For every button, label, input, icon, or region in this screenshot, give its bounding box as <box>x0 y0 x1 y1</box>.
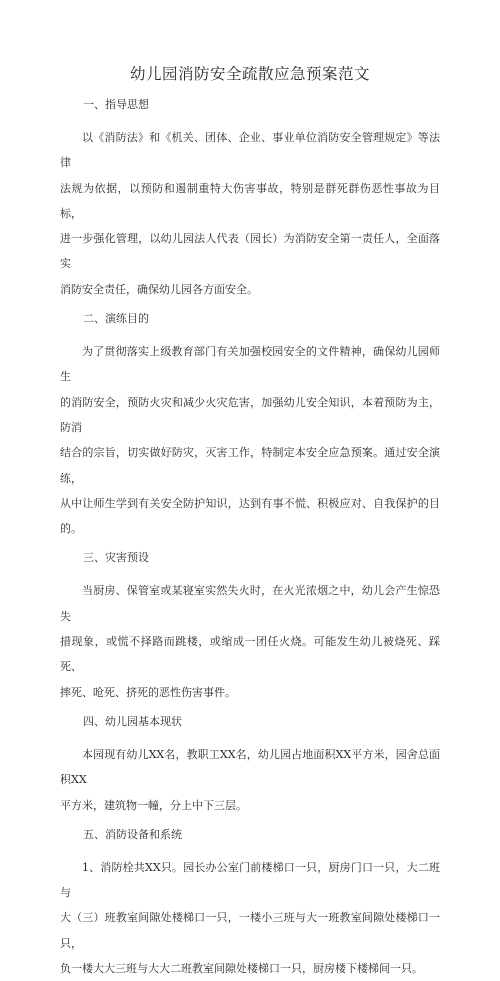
section-heading-disaster-scenario: 三、灾害预设 <box>83 551 149 565</box>
section-paragraph-kindergarten-status: 本园现有幼儿XX名，教职工XX名，幼儿园占地面积XX平方米，园舍总面积XX 平方米，建筑物一幢，分上中下三层。 <box>60 747 440 812</box>
section-paragraph-fire-equipment: 1、消防栓共XX只。园长办公室门前楼梯口一只，厨房门口一只，大二班与 大（三）班教室间隙处楼梯口一只，一楼小三班与大一班教室间隙处楼梯口一只， 负一楼大大三班与大大二班教室间隙处楼梯口一只，厨房楼下楼梯间一只。 <box>60 860 440 976</box>
section-heading-fire-equipment: 五、消防设备和系统 <box>83 827 182 841</box>
section-paragraph-disaster-scenario: 当厨房、保管室或某寝室实然失火时，在火光浓烟之中，幼儿会产生惊恐失 措现象，或慌不择路而跳楼，或缩成一团任火烧。可能发生幼儿被烧死、踩死、 摔死、呛死、挤死的恶性伤害事件。 <box>60 584 440 699</box>
section-heading-kindergarten-status: 四、幼儿园基本现状 <box>83 714 182 728</box>
section-heading-guiding-ideology: 一、指导思想 <box>83 98 149 111</box>
section-paragraph-guiding-ideology: 以《消防法》和《机关、团体、企业、事业单位消防安全管理规定》等法律 法规为依据，以预防和遏制重特大伤害事故，特别是群死群伤恶性事故为目标， 进一步强化管理，以幼儿园法人代表（园长）为消防安全第一责任人，全面落实 消防安全责任，确保幼儿园各方面安全。 <box>60 131 440 296</box>
section-paragraph-drill-purpose: 为了贯彻落实上级教育部门有关加强校园安全的文件精神，确保幼儿园师生 的消防安全，预防火灾和减少火灾危害，加强幼儿安全知识，本着预防为主，防消 结合的宗旨，切实做好防灾，灭害工作，特制定本安全应急预案。通过安全演练， 从中让师生学到有关安全防护知识，达到有事不慌、积极应对、自我保护的目的。 <box>60 345 440 536</box>
section-heading-drill-purpose: 二、演练目的 <box>83 312 149 326</box>
document-title: 幼儿园消防安全疏散应急预案范文 <box>129 65 370 83</box>
